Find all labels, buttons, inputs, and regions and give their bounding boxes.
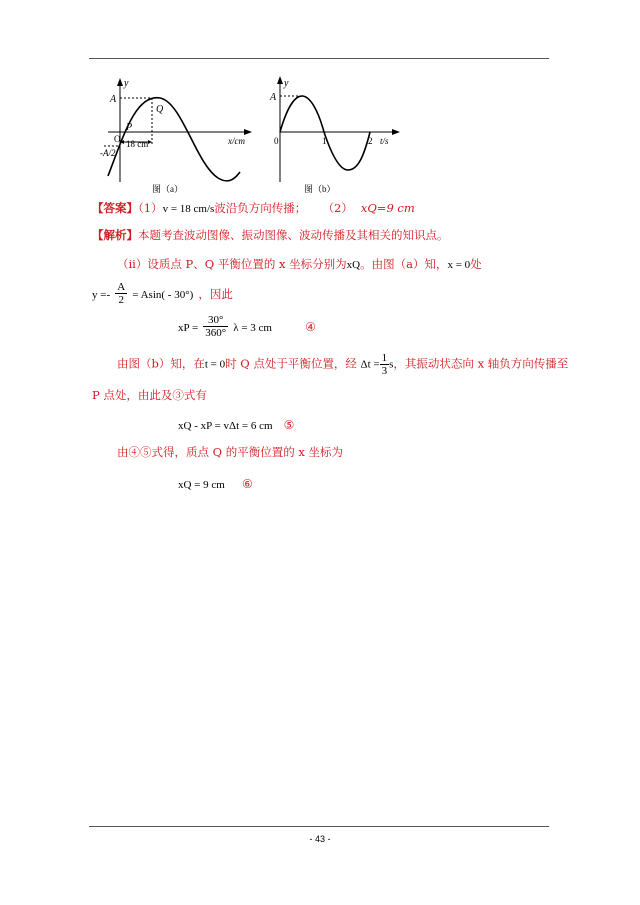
eq1-fraction (115, 281, 127, 306)
caption-b: 图（b） (304, 184, 336, 194)
para2-dt-fraction (380, 352, 390, 377)
answer-part2: （2） (328, 201, 353, 215)
answer-line (92, 200, 415, 216)
para2-prefix: 由图（b）知，在 (117, 356, 205, 371)
eq1-num: A (117, 281, 126, 293)
origin-label-a: O (114, 134, 121, 144)
distance-arrow-right (148, 140, 152, 144)
para3: 由④⑤式得，质点 Q 的平衡位置的 x 坐标为 (117, 445, 344, 459)
t-label: t/s (380, 136, 389, 146)
para2-t0: t = 0 (204, 358, 226, 371)
a-label-b: A (270, 92, 277, 103)
analysis-text: 本题考查波动图像、振动图像、波动传播及其相关的知识点。 (138, 228, 449, 242)
para1-prefix: （ii）设质点 P、Q 平衡位置的 x 坐标分别为 (117, 257, 347, 271)
eq2-den: 360° (205, 327, 227, 339)
eq2-marker: ④ (305, 320, 316, 334)
dt-num: 1 (381, 352, 388, 364)
para2-line2: P 点处，由此及③式有 (92, 388, 207, 402)
y-axis-arrow (117, 78, 123, 86)
para2-suffix: ，其振动状态向 x 轴负方向传播至 (393, 356, 569, 371)
para1-mid: 。由图（a）知， (360, 257, 448, 271)
y-axis-arrow-b (277, 76, 283, 84)
eq3-text: xQ - xP = vΔt = 6 cm (178, 420, 273, 432)
header-rule (89, 58, 549, 59)
vibration-curve (280, 96, 370, 170)
eq1-rhs: = Asin( - 30°) (132, 289, 194, 301)
y-label-a: y (124, 78, 129, 89)
eq2-fraction (203, 314, 228, 339)
para2 (117, 352, 568, 377)
dt-den: 3 (381, 365, 388, 377)
eq1-lhs: y =- (92, 289, 111, 301)
footer-rule (89, 826, 549, 827)
answer-xq: xQ=9 cm (360, 201, 415, 215)
para1-suffix: 处 (470, 257, 482, 271)
para1-x0: x = 0 (447, 259, 471, 271)
a-label-a: A (110, 94, 117, 105)
para1-symbol: xQ (346, 259, 361, 271)
eq4-text: xQ = 9 cm (178, 479, 225, 491)
equation-2 (178, 314, 316, 339)
t-axis-arrow (392, 129, 400, 135)
caption-a: 图（a） (152, 184, 183, 194)
para2-dt-lhs: Δt = (360, 358, 380, 371)
page-number: - 43 - (309, 834, 331, 844)
answer-tag: 【答案】 (92, 201, 138, 215)
equation-4 (178, 473, 253, 492)
para2-mid: 时 Q 点处于平衡位置，经 (225, 356, 357, 371)
para2-dt-unit: s (389, 358, 394, 371)
eq1-after: ，因此 (198, 287, 233, 301)
tick-1: 1 (322, 136, 327, 146)
x-label-a: x/cm (228, 136, 245, 146)
x-axis-arrow (244, 129, 252, 135)
para1 (117, 256, 482, 272)
eq2-lhs: xP = (178, 322, 199, 334)
p-label: P (126, 122, 133, 133)
answer-direction: 波沿负方向传播； (214, 201, 307, 215)
tick-2: 2 (368, 136, 373, 146)
equation-1 (92, 281, 233, 306)
neg-half-a-label: -A/2 (100, 148, 116, 158)
origin-label-b: 0 (274, 136, 279, 146)
y-label-b: y (284, 78, 289, 89)
wave-graph-figure-a (100, 74, 260, 200)
eq3-marker: ⑤ (283, 418, 295, 432)
vibration-graph-figure-b (266, 74, 406, 200)
analysis-tag: 【解析】 (92, 228, 138, 242)
eq2-num: 30° (203, 314, 228, 327)
eq4-marker: ⑥ (241, 477, 253, 491)
q-label: Q (156, 104, 164, 115)
answer-part1: （1） (138, 201, 163, 215)
eq1-den: 2 (118, 294, 124, 306)
eq2-rhs: λ = 3 cm (233, 322, 272, 334)
analysis-line (92, 227, 449, 243)
equation-3 (178, 414, 294, 433)
distance-label: 18 cm (126, 139, 149, 149)
answer-velocity: v = 18 cm/s (162, 203, 215, 215)
